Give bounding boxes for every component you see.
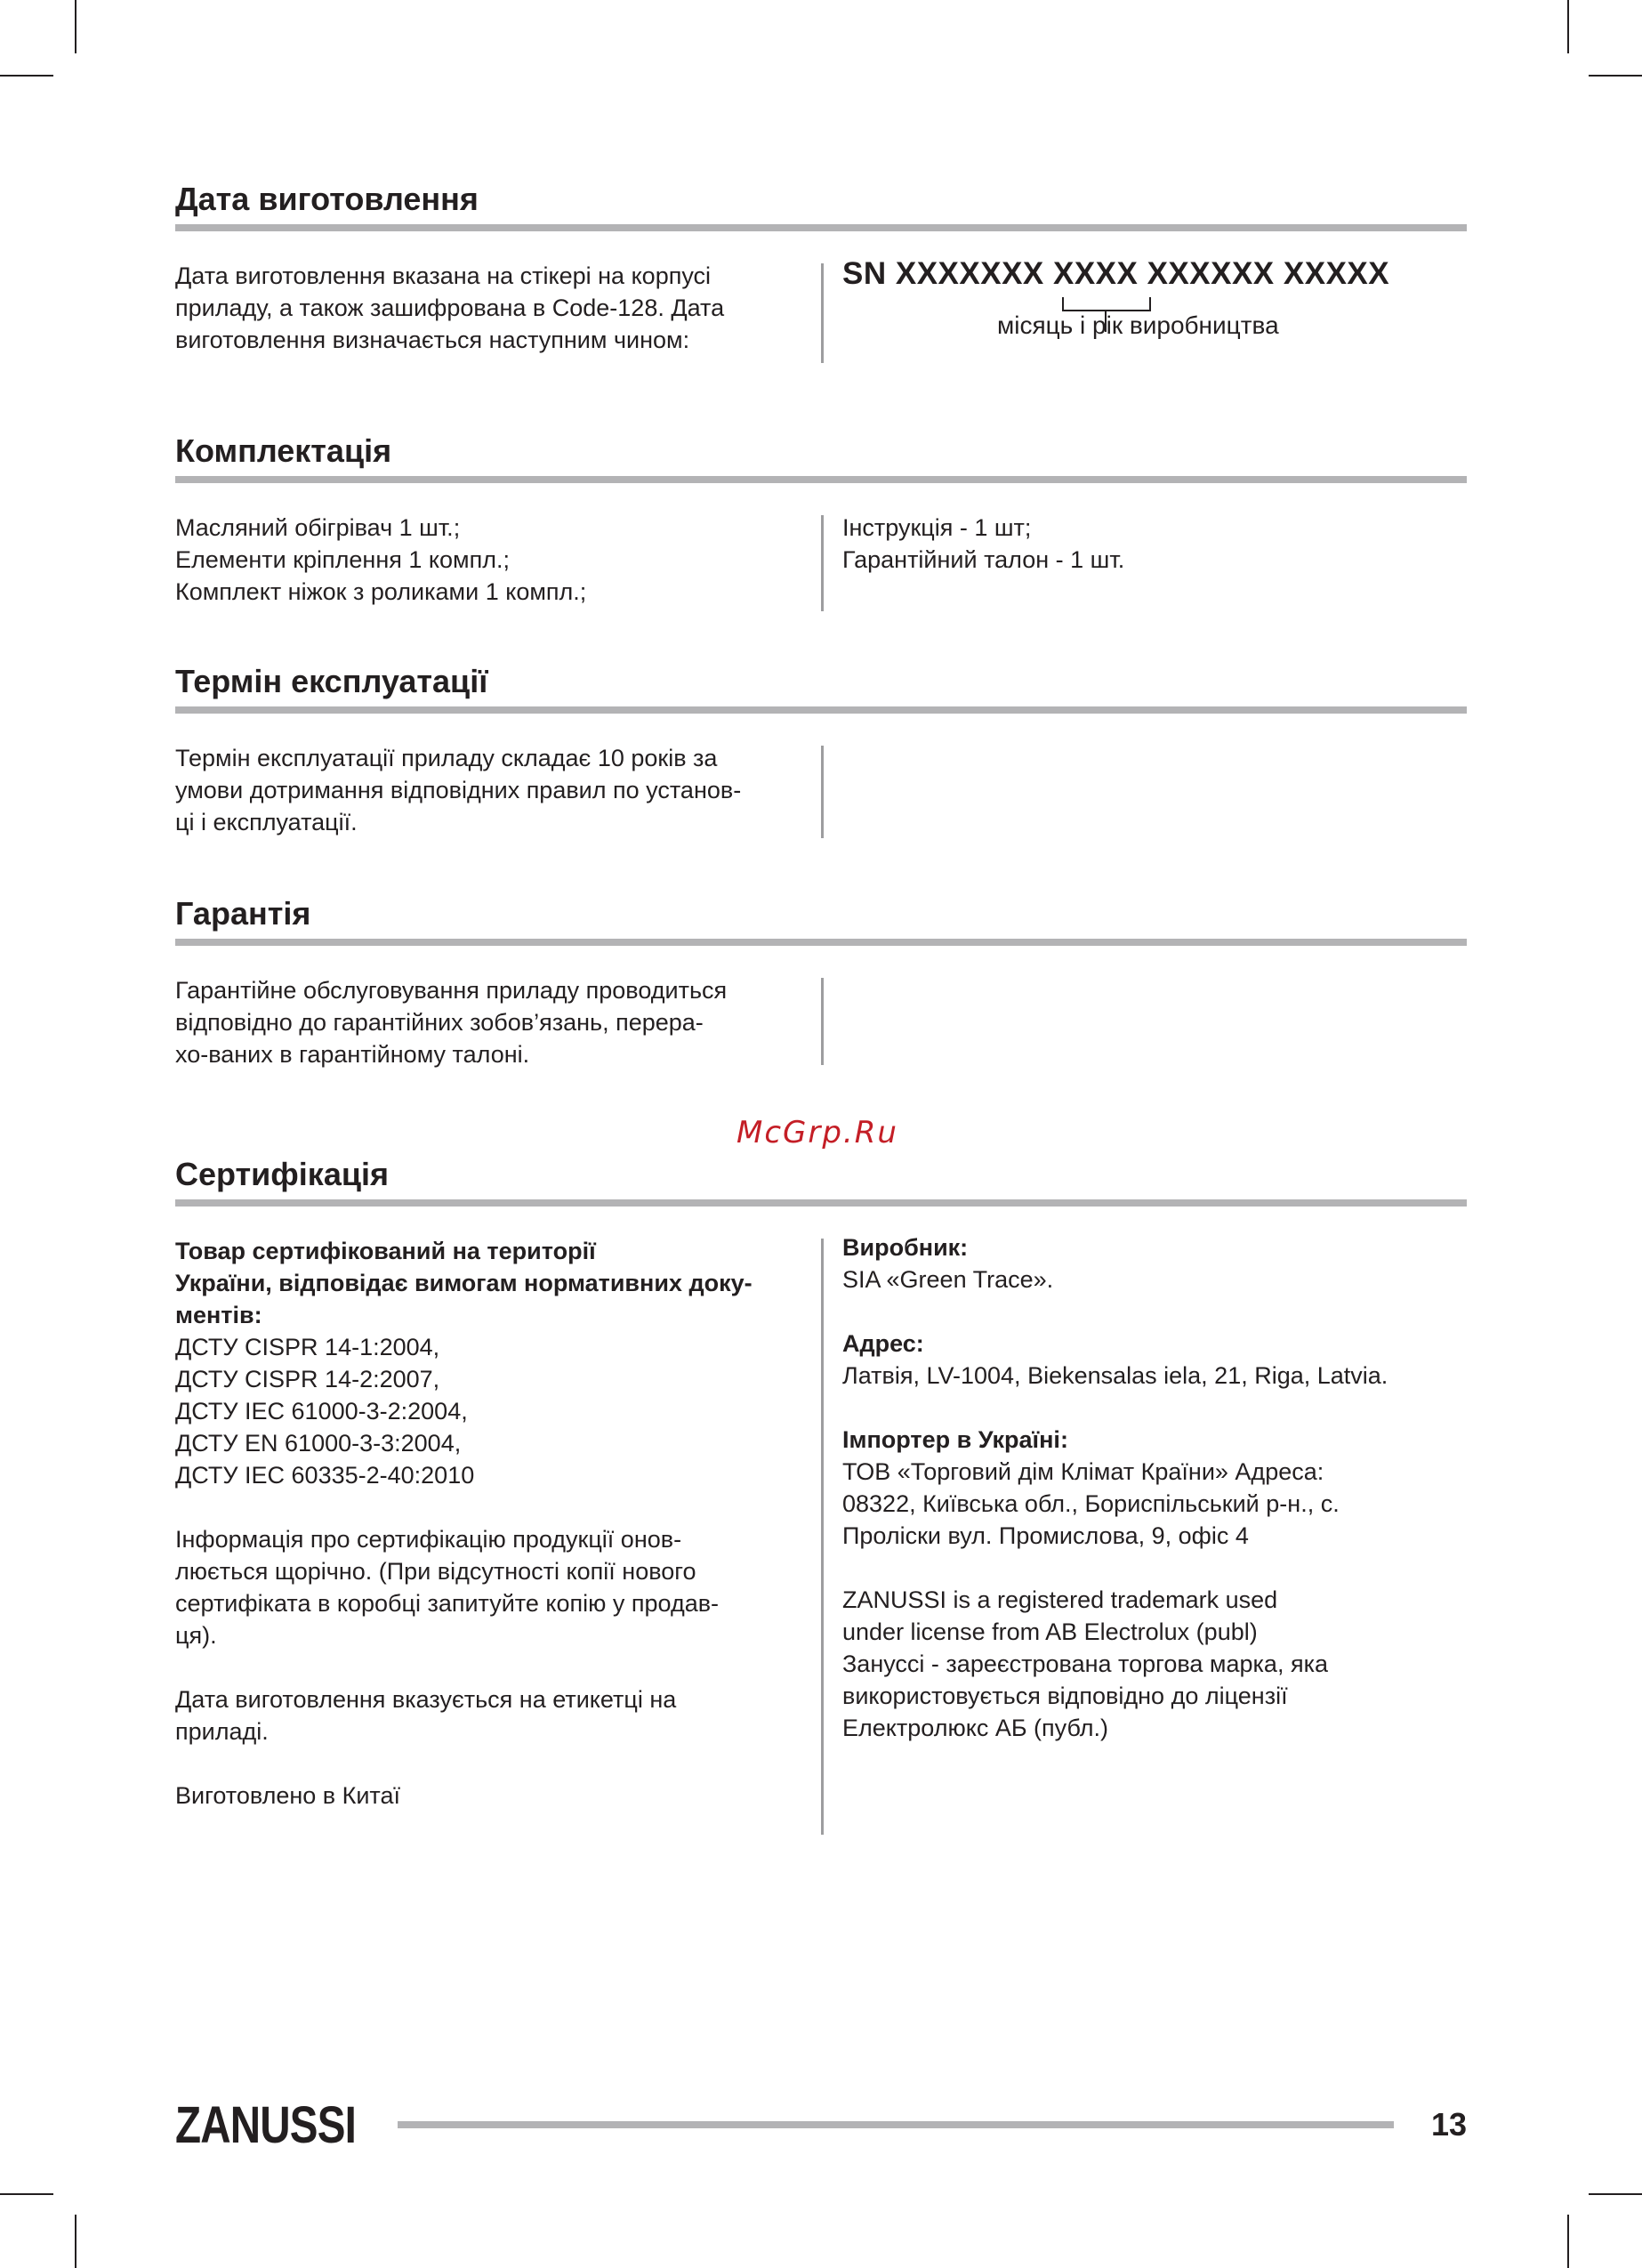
package-list-right bbox=[842, 512, 1467, 576]
section-title: Гарантія bbox=[175, 895, 311, 932]
crop-mark bbox=[75, 2215, 76, 2268]
standard-item: ДСТУ IEC 61000-3-2:2004, bbox=[175, 1398, 468, 1425]
trademark-line: Занусcі - зареєстрована торгова марка, яка bbox=[842, 1651, 1328, 1677]
certification-statement: Товар сертифікований на території bbox=[175, 1238, 596, 1264]
address-value: Латвія, LV-1004, Biekensalas iela, 21, Riga, Latvia. bbox=[842, 1362, 1388, 1389]
address-label: Адрес: bbox=[842, 1330, 924, 1357]
made-in-text: Виготовлено в Китаї bbox=[175, 1782, 401, 1809]
text-line: Гарантійне обслуговування приладу проводиться bbox=[175, 977, 728, 1004]
page-number: 13 bbox=[1430, 2106, 1467, 2143]
warranty-text bbox=[175, 974, 798, 1070]
importer-line: 08322, Київська обл., Бориспільський р-н., с. bbox=[842, 1490, 1340, 1517]
list-item: Гарантійний талон - 1 шт. bbox=[842, 546, 1125, 573]
text-line: приладу, а також зашифрована в Code-128. Дата bbox=[175, 295, 725, 321]
sn-diagram bbox=[842, 256, 1467, 339]
standard-item: ДСТУ EN 61000-3-3:2004, bbox=[175, 1430, 462, 1457]
section-rule bbox=[175, 476, 1467, 483]
section-title: Комплектація bbox=[175, 432, 392, 469]
section-body bbox=[175, 742, 1467, 838]
section-body bbox=[175, 974, 1467, 1070]
package-list-left bbox=[175, 512, 798, 608]
section-rule bbox=[175, 1199, 1467, 1207]
section-warranty bbox=[175, 894, 1467, 1070]
list-item: Інструкція - 1 шт; bbox=[842, 514, 1032, 541]
text-line: Інформація про сертифікацію продукції онов- bbox=[175, 1526, 682, 1553]
service-life-text bbox=[175, 742, 798, 838]
text-line: приладі. bbox=[175, 1718, 269, 1745]
certification-left bbox=[175, 1235, 798, 1812]
text-line: Дата виготовлення вказана на стікері на корпусі bbox=[175, 262, 712, 289]
certification-right bbox=[842, 1231, 1467, 1744]
column-divider bbox=[821, 746, 824, 838]
certification-statement: ментів: bbox=[175, 1302, 262, 1328]
crop-mark bbox=[1589, 75, 1642, 77]
section-rule bbox=[175, 706, 1467, 714]
section-certification bbox=[175, 1155, 1467, 1812]
certification-statement: України, відповідає вимогам нормативних доку- bbox=[175, 1270, 753, 1296]
text-line: умови дотримання відповідних правил по установ- bbox=[175, 777, 742, 803]
section-package bbox=[175, 432, 1467, 608]
serial-number-code: SN XXXXXXX XXXX XXXXXX XXXXX bbox=[842, 256, 1390, 291]
section-title: Сертифікація bbox=[175, 1156, 389, 1192]
column-divider bbox=[821, 1239, 824, 1835]
watermark: McGrp.Ru bbox=[736, 1115, 898, 1150]
trademark-line: under license from AB Electrolux (publ) bbox=[842, 1618, 1258, 1645]
section-title: Термін експлуатації bbox=[175, 663, 488, 699]
importer-label: Імпортер в Україні: bbox=[842, 1426, 1068, 1453]
importer-line: ТОВ «Торговий дім Клімат Країни» Адреса: bbox=[842, 1458, 1324, 1485]
list-item: Масляний обігрівач 1 шт.; bbox=[175, 514, 461, 541]
trademark-line: Електролюкс АБ (публ.) bbox=[842, 1715, 1108, 1741]
column-divider bbox=[821, 263, 824, 363]
crop-mark bbox=[1567, 0, 1569, 53]
crop-mark bbox=[0, 75, 53, 77]
list-item: Комплект ніжок з роликами 1 компл.; bbox=[175, 578, 587, 605]
section-body bbox=[175, 256, 1467, 356]
manufacturer-value: SIA «Green Trace». bbox=[842, 1266, 1054, 1293]
text-line: люється щорічно. (При відсутності копії нового bbox=[175, 1558, 696, 1585]
text-line: Дата виготовлення вказується на етикетці на bbox=[175, 1686, 677, 1713]
column-divider bbox=[821, 978, 824, 1065]
page-footer bbox=[175, 2096, 1467, 2153]
section-rule bbox=[175, 224, 1467, 231]
crop-mark bbox=[0, 2193, 53, 2195]
text-line: хо-ваних в гарантійному талоні. bbox=[175, 1041, 530, 1068]
trademark-line: ZANUSSI is a registered trademark used bbox=[842, 1586, 1278, 1613]
crop-mark bbox=[1567, 2215, 1569, 2268]
section-body bbox=[175, 1235, 1467, 1812]
section-manufacture-date bbox=[175, 180, 1467, 356]
standard-item: ДСТУ CISPR 14-2:2007, bbox=[175, 1366, 440, 1392]
section-rule bbox=[175, 939, 1467, 946]
footer-rule bbox=[398, 2121, 1394, 2128]
manufacture-date-text bbox=[175, 260, 798, 356]
crop-mark bbox=[1589, 2193, 1642, 2195]
section-body bbox=[175, 512, 1467, 608]
text-line: відповідно до гарантійних зобов’язань, перера- bbox=[175, 1009, 704, 1036]
crop-mark bbox=[75, 0, 76, 53]
text-line: ця). bbox=[175, 1622, 217, 1649]
manufacturer-label: Виробник: bbox=[842, 1234, 969, 1261]
text-line: Термін експлуатації приладу складає 10 років за bbox=[175, 745, 718, 771]
text-line: виготовлення визначається наступним чином: bbox=[175, 327, 690, 353]
standard-item: ДСТУ IEC 60335-2-40:2010 bbox=[175, 1462, 475, 1489]
importer-line: Проліски вул. Промислова, 9, офіс 4 bbox=[842, 1522, 1249, 1549]
section-service-life bbox=[175, 662, 1467, 838]
section-title: Дата виготовлення bbox=[175, 181, 479, 217]
zanussi-logo: ZANUSSI bbox=[175, 2096, 357, 2154]
text-line: ці і експлуатації. bbox=[175, 809, 358, 835]
trademark-line: використовується відповідно до ліцензії bbox=[842, 1683, 1288, 1709]
list-item: Елементи кріплення 1 компл.; bbox=[175, 546, 510, 573]
text-line: сертифіката в коробці запитуйте копію у продав- bbox=[175, 1590, 720, 1617]
column-divider bbox=[821, 515, 824, 611]
sn-caption: місяць і рік виробництва bbox=[997, 311, 1279, 339]
standard-item: ДСТУ CISPR 14-1:2004, bbox=[175, 1334, 440, 1360]
